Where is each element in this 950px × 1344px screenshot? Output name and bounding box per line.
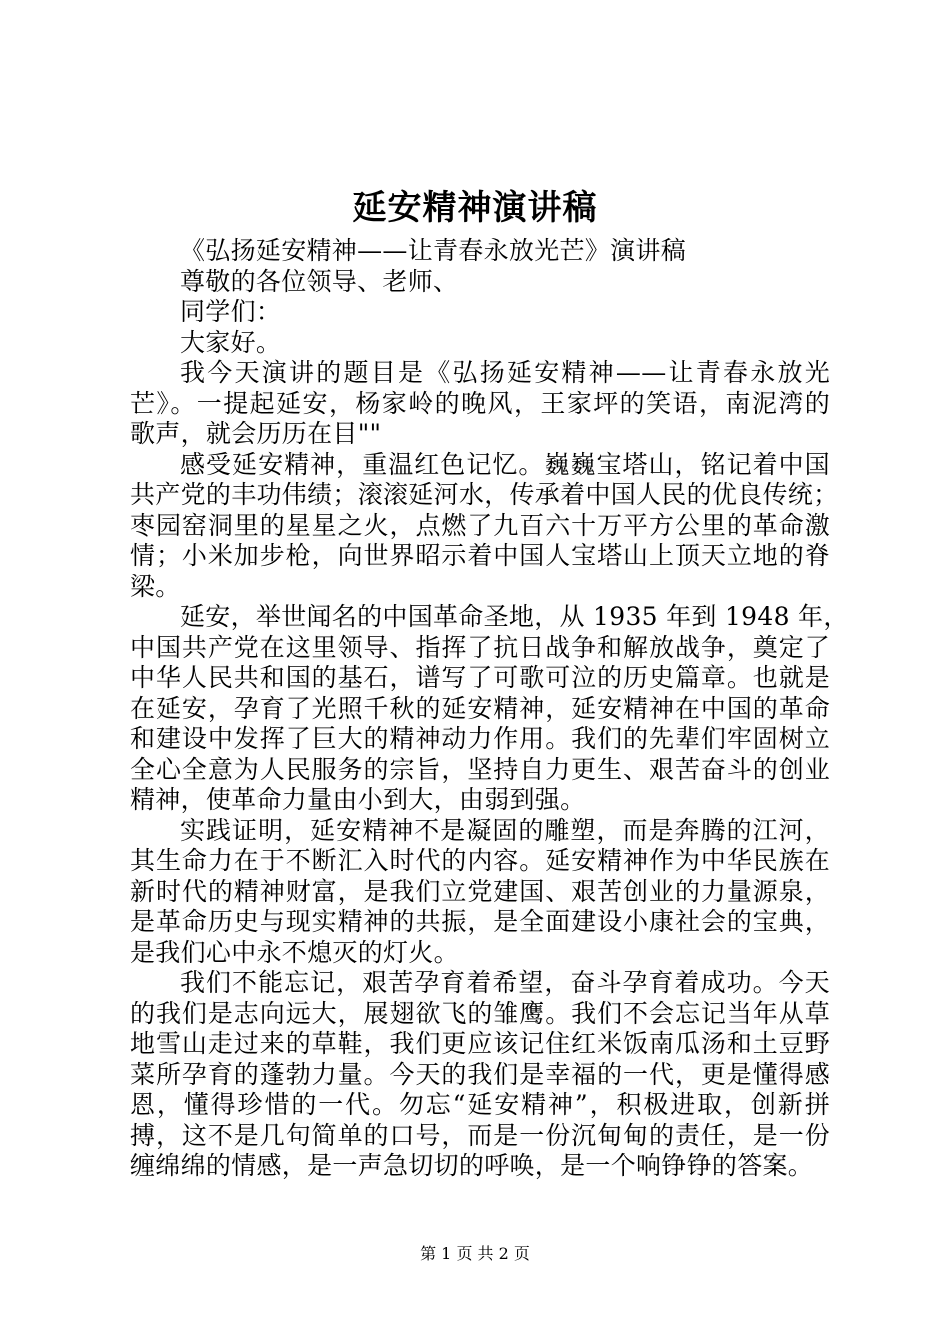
text-line: 恩，懂得珍惜的一代。勿忘“延安精神”，积极进取，创新拼 (130, 1090, 830, 1119)
text-line: 缠绵绵的情感，是一声急切切的呼唤，是一个响铮铮的答案。 (130, 1151, 814, 1180)
text-line: 感受延安精神，重温红色记忆。巍巍宝塔山，铭记着中国 (180, 449, 830, 479)
text-line: 共产党的丰功伟绩；滚滚延河水，传承着中国人民的优良传统； (130, 480, 839, 509)
text-line: 在延安，孕育了光照千秋的延安精神，延安精神在中国的革命 (130, 693, 830, 723)
text-line: 我们不能忘记，艰苦孕育着希望，奋斗孕育着成功。今天 (180, 968, 830, 997)
text-line: 歌声，就会历历在目"" (130, 419, 382, 448)
text-line: 其生命力在于不断汇入时代的内容。延安精神作为中华民族在 (130, 846, 830, 875)
text-line: 大家好。 (180, 327, 282, 357)
text-line: 我今天演讲的题目是《弘扬延安精神——让青春永放光 (180, 358, 830, 387)
text-line: 新时代的精神财富，是我们立党建国、艰苦创业的力量源泉， (130, 876, 830, 906)
text-line: 枣园窑洞里的星星之火，点燃了九百六十万平方公里的革命激 (130, 510, 830, 540)
text-line: 是我们心中永不熄灭的灯火。 (130, 937, 459, 967)
text-line: 精神，使革命力量由小到大，由弱到强。 (130, 785, 586, 814)
text-line: 搏，这不是几句简单的口号，而是一份沉甸甸的责任，是一份 (130, 1120, 830, 1150)
text-line: 芒》。一提起延安，杨家岭的晚风，王家坪的笑语，南泥湾的 (130, 388, 830, 418)
page-footer: 第 1 页 共 2 页 (420, 1244, 530, 1263)
text-line: 地雪山走过来的草鞋，我们更应该记住红米饭南瓜汤和土豆野 (130, 1029, 830, 1058)
text-line: 同学们： (180, 297, 282, 326)
text-line: 延安，举世闻名的中国革命圣地，从 1935 年到 1948 年， (180, 602, 849, 631)
text-line: 实践证明，延安精神不是凝固的雕塑，而是奔腾的江河， (180, 815, 830, 845)
text-line: 《弘扬延安精神——让青春永放光芒》演讲稿 (180, 236, 687, 265)
document-title: 延安精神演讲稿 (352, 188, 598, 228)
text-line: 全心全意为人民服务的宗旨，坚持自力更生、艰苦奋斗的创业 (130, 754, 830, 784)
document-body (130, 236, 849, 1182)
text-line: 尊敬的各位领导、老师、 (180, 266, 459, 296)
text-line: 梁。 (130, 571, 181, 601)
text-line: 和建设中发挥了巨大的精神动力作用。我们的先辈们牢固树立 (130, 724, 830, 753)
text-line: 的我们是志向远大，展翅欲飞的雏鹰。我们不会忘记当年从草 (130, 998, 830, 1028)
text-line: 是革命历史与现实精神的共振，是全面建设小康社会的宝典， (130, 907, 830, 936)
text-line: 中国共产党在这里领导、指挥了抗日战争和解放战争，奠定了 (130, 632, 830, 662)
text-line: 菜所孕育的蓬勃力量。今天的我们是幸福的一代，更是懂得感 (130, 1059, 830, 1089)
text-line: 中华人民共和国的基石，谱写了可歌可泣的历史篇章。也就是 (130, 663, 830, 692)
text-line: 情；小米加步枪，向世界昭示着中国人宝塔山上顶天立地的脊 (130, 541, 830, 570)
